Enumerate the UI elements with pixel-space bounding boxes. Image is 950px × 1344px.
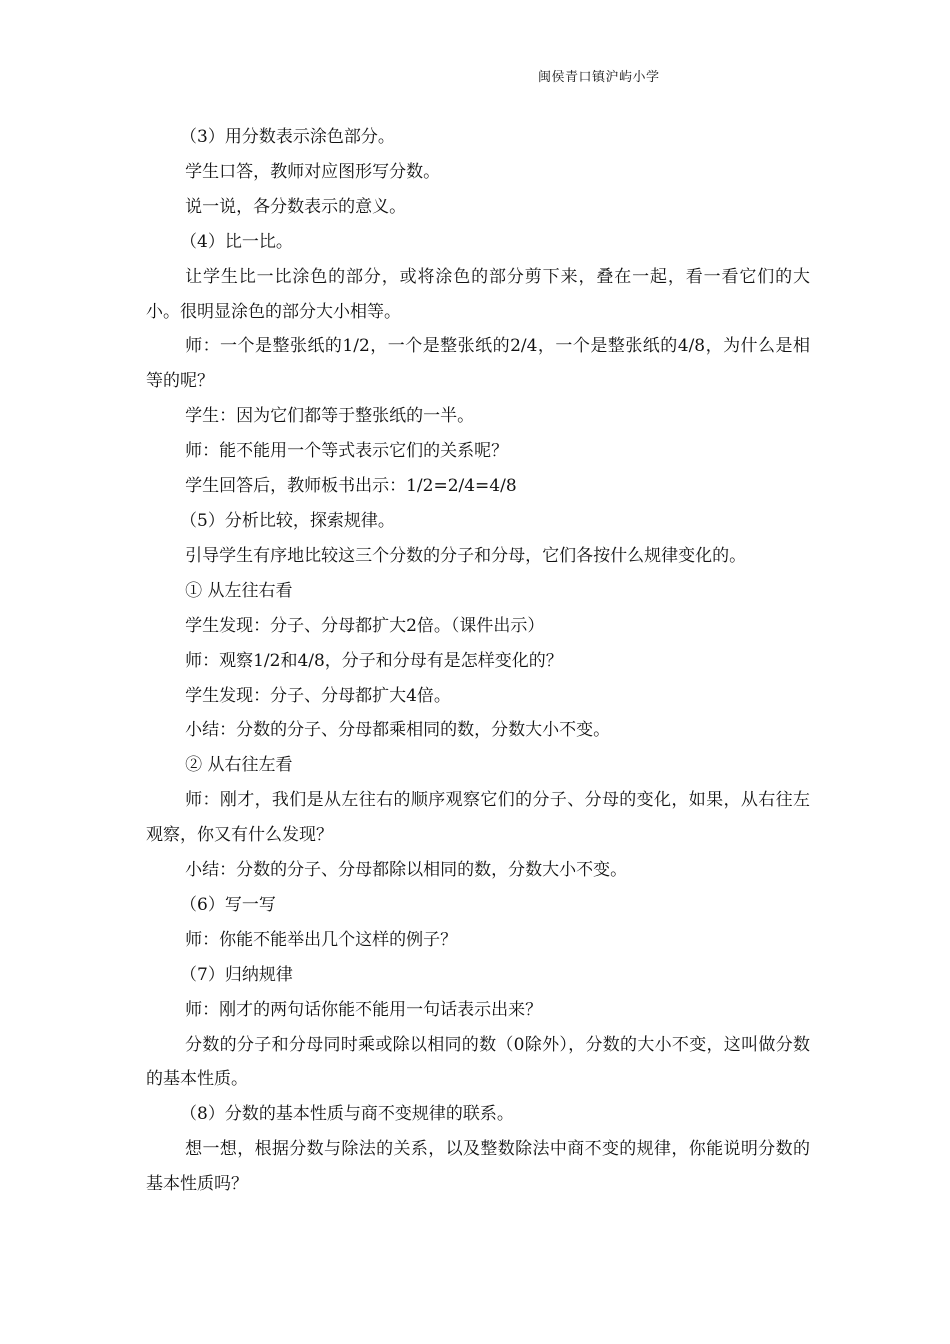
paragraph: 让学生比一比涂色的部分，或将涂色的部分剪下来，叠在一起，看一看它们的大小。很明显涂色的部分大小相等。 [146, 266, 810, 322]
paragraph: 学生回答后，教师板书出示：1/2=2/4=4/8 [185, 476, 517, 497]
paragraph: 师：刚才，我们是从左往右的顺序观察它们的分子、分母的变化，如果，从右往左观察，你又有什么发现？ [146, 790, 810, 846]
paragraph: 想一想，根据分数与除法的关系，以及整数除法中商不变的规律，你能说明分数的基本性质吗？ [146, 1139, 810, 1195]
paragraph: 师：能不能用一个等式表示它们的关系呢？ [185, 441, 509, 462]
section-heading: （8）分数的基本性质与商不变规律的联系。 [180, 1104, 514, 1125]
document-body [146, 120, 810, 1202]
paragraph: 学生口答，教师对应图形写分数。 [185, 161, 441, 182]
paragraph: 师：刚才的两句话你能不能用一句话表示出来？ [185, 999, 543, 1020]
paragraph: 师：一个是整张纸的1/2，一个是整张纸的2/4，一个是整张纸的4/8，为什么是相等的呢？ [146, 336, 810, 392]
paragraph: ① 从左往右看 [185, 580, 293, 601]
section-heading: （4）比一比。 [180, 231, 293, 252]
section-heading: （5）分析比较，探索规律。 [180, 510, 395, 531]
paragraph: 说一说，各分数表示的意义。 [185, 196, 407, 217]
section-heading: （7）归纳规律 [180, 964, 293, 985]
paragraph: 引导学生有序地比较这三个分数的分子和分母，它们各按什么规律变化的。 [185, 545, 747, 566]
section-heading: （6）写一写 [180, 894, 276, 915]
paragraph: 小结：分数的分子、分母都乘相同的数，分数大小不变。 [185, 720, 611, 741]
paragraph: 师：观察1/2和4/8，分子和分母有是怎样变化的？ [185, 650, 563, 671]
paragraph: 分数的分子和分母同时乘或除以相同的数（0除外），分数的大小不变，这叫做分数的基本性质。 [146, 1034, 810, 1090]
section-heading: （3）用分数表示涂色部分。 [180, 127, 395, 147]
paragraph: 小结：分数的分子、分母都除以相同的数，分数大小不变。 [185, 860, 628, 881]
paragraph: 师：你能不能举出几个这样的例子？ [185, 929, 458, 950]
page-header-school: 闽侯青口镇沪屿小学 [538, 70, 660, 85]
paragraph: 学生：因为它们都等于整张纸的一半。 [185, 406, 475, 427]
paragraph: 学生发现：分子、分母都扩大2倍。（课件出示） [185, 615, 545, 636]
paragraph: 学生发现：分子、分母都扩大4倍。 [185, 685, 451, 706]
paragraph: ② 从右往左看 [185, 755, 293, 776]
